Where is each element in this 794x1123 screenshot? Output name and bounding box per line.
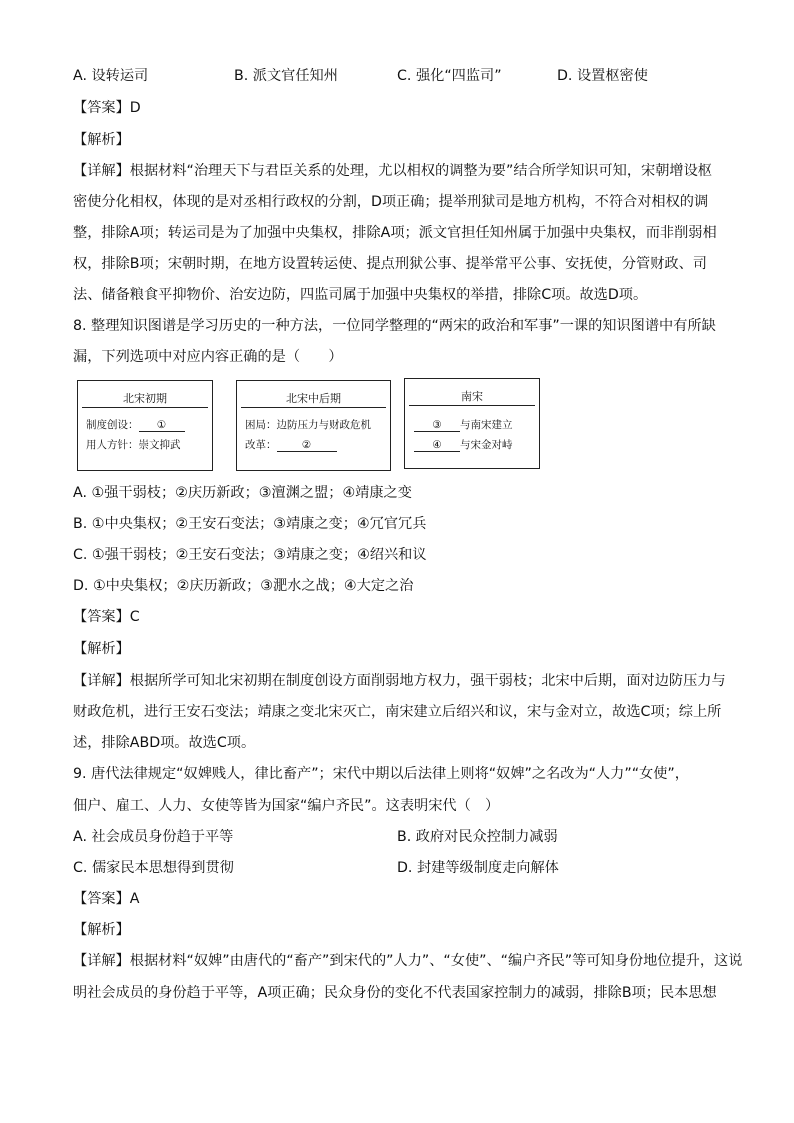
- q8-option-c: C. ①强干弱枝；②王安石变法；③靖康之变；④绍兴和议: [73, 547, 427, 563]
- q9-option-a: A. 社会成员身份趋于平等: [73, 829, 234, 845]
- q7-option-a: A. 设转运司: [73, 68, 149, 84]
- box-title: 南宋: [461, 390, 483, 403]
- q8-answer: 【答案】C: [73, 609, 140, 625]
- q8-analysis-label: 【解析】: [73, 641, 130, 657]
- divider: [82, 407, 208, 408]
- q9-option-d: D. 封建等级制度走向解体: [397, 860, 559, 876]
- q9-analysis-label: 【解析】: [73, 922, 130, 938]
- q8-stem-line: 8. 整理知识图谱是学习历史的一种方法，一位同学整理的“两宋的政治和军事”一课的知识图谱中有所缺: [73, 318, 716, 334]
- q7-detail-line: 法、储备粮食平抑物价、治安边防，四监司属于加强中央集权的举措，排除C项。故选D项。: [73, 287, 648, 303]
- q7-detail-line: 【详解】根据材料“治理天下与君臣关系的处理，尤以相权的调整为要”结合所学知识可知，宋朝增设枢: [73, 163, 712, 179]
- box-row: 改革： ②: [245, 437, 337, 452]
- q7-detail-line: 权，排除B项；宋朝时期，在地方设置转运使、提点刑狱公事、提举常平公事、安抚使，分管财政、司: [73, 256, 707, 272]
- q7-option-d: D. 设置枢密使: [557, 68, 648, 84]
- divider: [409, 405, 535, 406]
- q7-option-c: C. 强化“四监司”: [397, 68, 502, 84]
- divider: [241, 407, 386, 408]
- q9-detail-line: 明社会成员的身份趋于平等，A项正确；民众身份的变化不代表国家控制力的减弱，排除B项；民本思想: [73, 985, 717, 1001]
- q8-option-a: A. ①强干弱枝；②庆历新政；③澶渊之盟；④靖康之变: [73, 485, 412, 501]
- box-row: 用人方针：崇文抑武: [86, 439, 181, 451]
- q9-option-c: C. 儒家民本思想得到贯彻: [73, 860, 234, 876]
- box-row: ③ 与南宋建立: [414, 417, 513, 432]
- q9-stem-line: 9. 唐代法律规定“奴婢贱人，律比畜产”；宋代中期以后法律上则将“奴婢”之名改为“人力”“女使”，: [73, 766, 689, 782]
- q9-stem-line: 佃户、雇工、人力、女使等皆为国家“编户齐民”。这表明宋代（ ）: [73, 798, 500, 814]
- box-mid-late-northern-song: [236, 380, 391, 471]
- blank-2: ②: [277, 439, 337, 452]
- q7-detail-line: 密使分化相权，体现的是对丞相行政权的分割，D项正确；提举刑狱司是地方机构，不符合对相权的调: [73, 194, 709, 210]
- q7-analysis-label: 【解析】: [73, 132, 130, 148]
- q9-detail-line: 【详解】根据材料“奴婢”由唐代的“畜产”到宋代的”人力”、“女使”、“编户齐民”等可知身份地位提升，这说: [73, 953, 743, 969]
- q9-option-b: B. 政府对民众控制力减弱: [397, 829, 558, 845]
- q8-option-b: B. ①中央集权；②王安石变法；③靖康之变；④冗官冗兵: [73, 516, 427, 532]
- blank-1: ①: [139, 419, 185, 432]
- box-early-northern-song: [77, 380, 213, 471]
- q8-detail-line: 财政危机，进行王安石变法；靖康之变北宋灭亡，南宋建立后绍兴和议，宋与金对立，故选C项；综上所: [73, 704, 722, 720]
- q9-answer: 【答案】A: [73, 891, 140, 907]
- box-row: 制度创设： ①: [86, 417, 185, 432]
- q8-option-d: D. ①中央集权；②庆历新政；③淝水之战；④大定之治: [73, 578, 414, 594]
- box-title: 北宋中后期: [286, 392, 341, 405]
- box-title: 北宋初期: [123, 392, 167, 405]
- box-row: 困局：边防压力与财政危机: [245, 419, 371, 431]
- q7-answer: 【答案】D: [73, 100, 141, 116]
- blank-4: ④: [414, 439, 460, 452]
- box-row: ④ 与宋金对峙: [414, 437, 513, 452]
- q7-option-b: B. 派文官任知州: [234, 68, 338, 84]
- q7-detail-line: 整，排除A项；转运司是为了加强中央集权，排除A项；派文官担任知州属于加强中央集权，而非削弱相: [73, 225, 717, 241]
- q8-detail-line: 【详解】根据所学可知北宋初期在制度创设方面削弱地方权力，强干弱枝；北宋中后期，面对边防压力与: [73, 673, 726, 689]
- q8-stem-line: 漏，下列选项中对应内容正确的是（ ）: [73, 349, 343, 365]
- box-southern-song: [404, 378, 540, 469]
- q8-detail-line: 述，排除ABD项。故选C项。: [73, 735, 256, 751]
- blank-3: ③: [414, 419, 460, 432]
